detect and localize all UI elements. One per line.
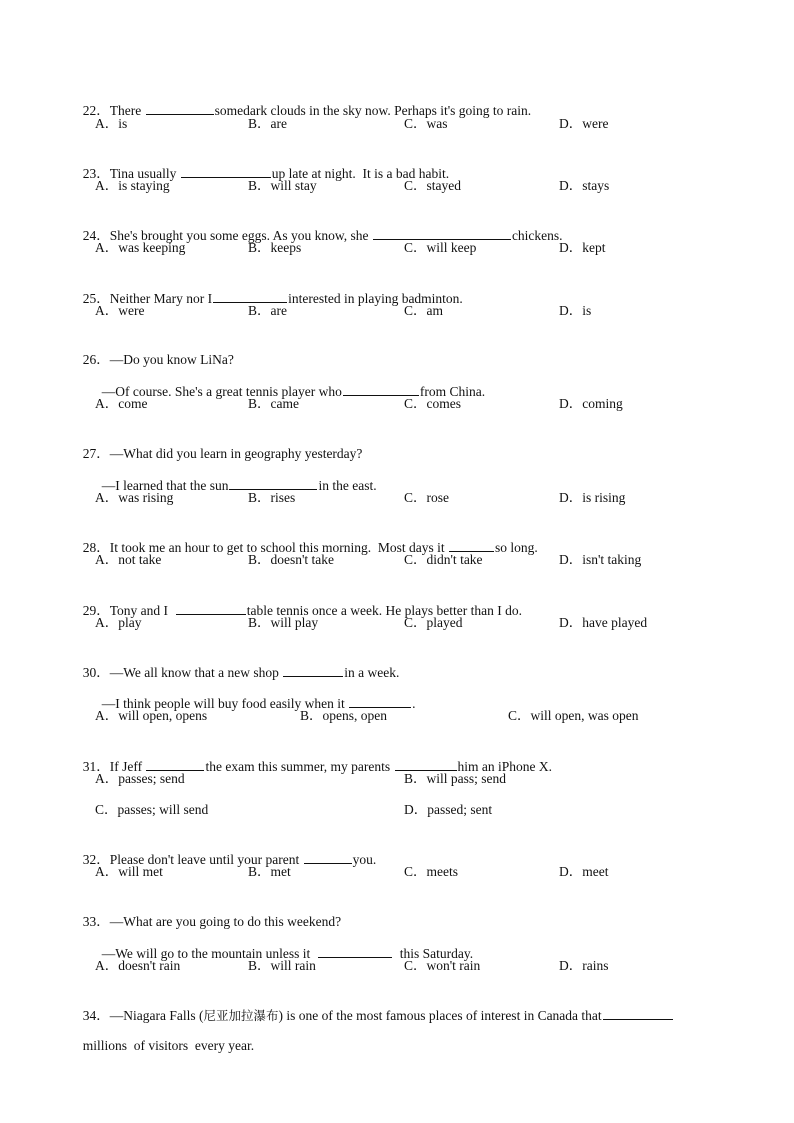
question-number: 27． [82,446,110,461]
answer-blank[interactable] [603,1006,673,1020]
answer-blank[interactable] [343,382,419,396]
option-d[interactable]: D．kept [559,240,606,255]
option-a[interactable]: A．play [95,615,142,630]
answer-blank[interactable] [176,601,246,615]
option-c[interactable]: C．comes [404,396,461,411]
option-b[interactable]: B．rises [248,490,296,505]
question-text: —We all know that a new shop [109,665,283,680]
answer-blank[interactable] [146,101,214,115]
option-c[interactable]: C．will open, was open [508,708,639,723]
question-text: There [109,103,145,118]
answer-blank[interactable] [449,538,494,552]
option-c[interactable]: C．am [404,303,443,318]
option-b[interactable]: B．will stay [248,178,317,193]
option-b[interactable]: B．will rain [248,958,316,973]
option-d[interactable]: D．have played [559,615,648,630]
question-text: Please don't leave until your parent [109,852,303,867]
question-text: in a week. [344,665,400,680]
question-text: Tony and I [109,603,175,618]
option-c[interactable]: C．will keep [404,240,477,255]
answer-blank[interactable] [283,663,343,677]
question-number: 25． [82,291,110,306]
option-d[interactable]: D．is [559,303,592,318]
option-c[interactable]: C．rose [404,490,449,505]
question-number: 33． [82,914,110,929]
question-text: —We will go to the mountain unless it [101,946,318,961]
question-34-line2 [76,1019,254,1055]
option-a[interactable]: A．not take [95,552,162,567]
option-b[interactable]: B．will pass; send [404,771,507,786]
option-a[interactable]: A．is [95,116,128,131]
question-text: in the east. [318,478,377,493]
option-c[interactable]: C．played [404,615,463,630]
question-text: —What did you learn in geography yesterday? [109,446,363,461]
answer-blank[interactable] [229,476,317,490]
question-text: chickens. [511,228,563,243]
question-text: millions of visitors every year. [82,1038,255,1053]
option-c[interactable]: C．meets [404,864,458,879]
answer-blank[interactable] [395,757,457,771]
option-b[interactable]: B．met [248,864,291,879]
option-c[interactable]: C．stayed [404,178,461,193]
question-number: 24． [82,228,110,243]
question-text: It took me an hour to get to school this morning. Most days it [109,540,448,555]
option-b[interactable]: B．are [248,116,287,131]
question-text: Neither Mary nor I [109,291,213,306]
option-d[interactable]: D．passed; sent [404,802,493,817]
option-a[interactable]: A．will open, opens [95,708,208,723]
option-c[interactable]: C．didn't take [404,552,483,567]
question-number: 29． [82,603,110,618]
question-text: interested in playing badminton. [288,291,463,306]
question-text: ) is one of the most famous places of interest in Canada that [278,1008,602,1023]
question-text: . [412,696,416,711]
question-text: you. [352,852,377,867]
option-b[interactable]: B．came [248,396,299,411]
option-a[interactable]: A．were [95,303,145,318]
option-a[interactable]: A．passes; send [95,771,185,786]
option-b[interactable]: B．will play [248,615,319,630]
option-b[interactable]: B．opens, open [300,708,387,723]
option-a[interactable]: A．doesn't rain [95,958,181,973]
question-number: 34． [82,1008,110,1023]
answer-blank[interactable] [181,164,271,178]
question-text: —Of course. She's a great tennis player who [101,384,342,399]
question-text: the exam this summer, my parents [205,759,394,774]
option-d[interactable]: D．stays [559,178,610,193]
option-a[interactable]: A．will met [95,864,163,879]
question-number: 31． [82,759,110,774]
option-a[interactable]: A．is staying [95,178,170,193]
option-c[interactable]: C．was [404,116,448,131]
question-text: —What are you going to do this weekend? [109,914,342,929]
option-b[interactable]: B．doesn't take [248,552,335,567]
option-d[interactable]: D．were [559,116,609,131]
question-text: She's brought you some eggs. As you know, she [109,228,372,243]
option-d[interactable]: D．is rising [559,490,626,505]
question-text: this Saturday. [393,946,474,961]
question-text: table tennis once a week. He plays better than I do. [246,603,522,618]
question-text: somedark clouds in the sky now. Perhaps it's going to rain. [214,103,532,118]
answer-blank[interactable] [349,694,411,708]
option-c[interactable]: C．won't rain [404,958,481,973]
question-number: 23． [82,166,110,181]
option-c[interactable]: C．passes; will send [95,802,209,817]
option-b[interactable]: B．are [248,303,287,318]
question-text: —Niagara Falls ( [109,1008,204,1023]
question-number: 22． [82,103,110,118]
question-text: from China. [419,384,486,399]
question-text: If Jeff [109,759,146,774]
answer-blank[interactable] [373,226,511,240]
question-text: —I learned that the sun [101,478,229,493]
answer-blank[interactable] [213,289,287,303]
option-d[interactable]: D．coming [559,396,623,411]
option-d[interactable]: D．isn't taking [559,552,642,567]
option-d[interactable]: D．meet [559,864,609,879]
option-a[interactable]: A．was rising [95,490,174,505]
question-text: Tina usually [109,166,180,181]
answer-blank[interactable] [146,757,204,771]
question-text: —I think people will buy food easily when it [101,696,349,711]
option-a[interactable]: A．come [95,396,148,411]
option-a[interactable]: A．was keeping [95,240,186,255]
chinese-gloss: 尼亚加拉瀑布 [203,1008,279,1023]
answer-blank[interactable] [318,944,392,958]
question-number: 26． [82,352,110,367]
question-text: so long. [494,540,538,555]
question-number: 30． [82,665,110,680]
question-text: —Do you know LiNa? [109,352,234,367]
option-b[interactable]: B．keeps [248,240,302,255]
question-text: up late at night. It is a bad habit. [271,166,450,181]
question-text: him an iPhone X. [457,759,553,774]
question-22 [76,83,531,120]
question-number: 32． [82,852,110,867]
question-number: 28． [82,540,110,555]
option-d[interactable]: D．rains [559,958,609,973]
answer-blank[interactable] [304,850,352,864]
